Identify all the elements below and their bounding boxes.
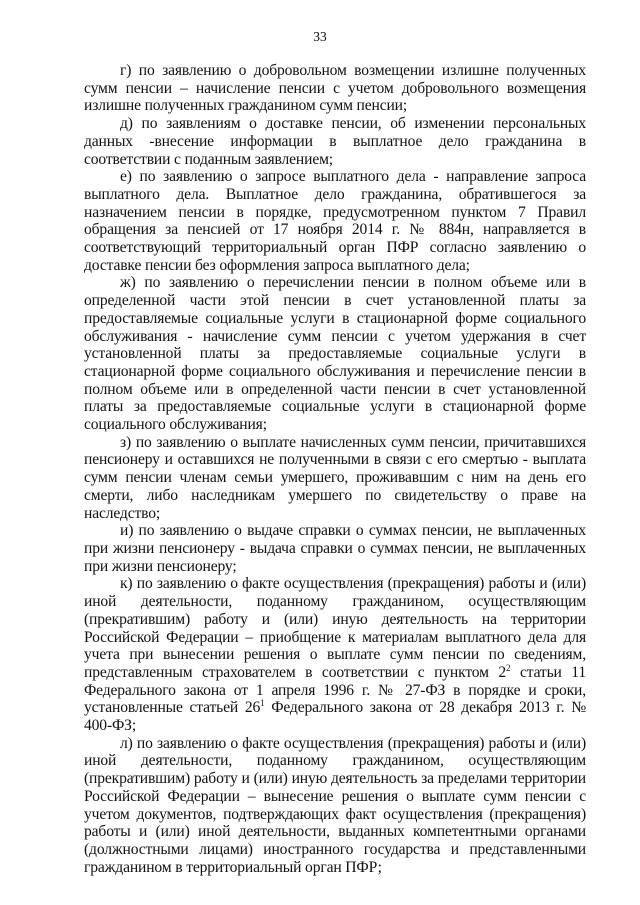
document-body — [84, 62, 586, 876]
paragraph-k-superscript-a: 2 — [506, 662, 511, 673]
paragraph-zh: ж) по заявлению о перечислении пенсии в полном объеме или в определенной части этой пенсии в счет установленной платы за предоставляемые социальные услуги в стационарной форме социального обслуживания - начисление сумм пенсии с учетом удержания в счет установленной платы за предоставляемые социальные услуги в стационарной форме социального обслуживания и перечисление пенсии в полном объеме или в определенной части пенсии в счет установленной платы за предоставляемые социальные услуги в стационарной форме социального обслуживания; — [84, 274, 586, 434]
paragraph-k-part-c: Федерального закона от 28 декабря 2013 г. № 400-ФЗ; — [84, 699, 586, 735]
paragraph-i: и) по заявлению о выдаче справки о суммах пенсии, не выплаченных при жизни пенсионеру - выдача справки о суммах пенсии, не выплаченных при жизни пенсионеру; — [84, 522, 586, 575]
paragraph-g: г) по заявлению о добровольном возмещении излишне полученных сумм пенсии – начисление пенсии с учетом добровольного возмещения излишне полученных гражданином сумм пенсии; — [84, 62, 586, 115]
paragraph-k-part-a: к) по заявлению о факте осуществления (прекращения) работы и (или) иной деятельности, поданному гражданином, осуществляющим (прекратившим) работу и (или) иную деятельность на территории Российской Федерации – приобщение к материалам выплатного дела для учета при вынесении решения о выплате сумм пенсии по сведениям, представленным страхователем в соответствии с пунктом 2 — [84, 575, 586, 681]
paragraph-l: л) по заявлению о факте осуществления (прекращения) работы и (или) иной деятельности, поданному гражданином, осуществляющим (прекратившим) работу и (или) иную деятельность за пределами территории Российской Федерации – вынесение решения о выплате сумм пенсии с учетом документов, подтверждающих факт осуществления (прекращения) работы и (или) иной деятельности, выданных компетентными органами (должностными лицами) иностранного государства и представленными гражданином в территориальный орган ПФР; — [84, 734, 586, 876]
paragraph-k — [84, 575, 586, 734]
paragraph-z: з) по заявлению о выплате начисленных сумм пенсии, причитавшихся пенсионеру и оставшихся не полученными в связи с его смертью - выплата сумм пенсии членам семьи умершего, проживавшим с ним на день его смерти, либо наследникам умершего по свидетельству о праве на наследство; — [84, 433, 586, 522]
page-number: 33 — [313, 29, 327, 44]
paragraph-k-part-b: статьи 11 Федерального закона от 1 апреля 1996 г. № 27-ФЗ в порядке и сроки, установленные статьей 26 — [84, 663, 587, 717]
paragraph-e: е) по заявлению о запросе выплатного дела - направление запроса выплатного дела. Выплатное дело гражданина, обратившегося за назначением пенсии в порядке, предусмотренном пунктом 7 Правил обращения за пенсией от 17 ноября 2014 г. № 884н, направляется в соответствующий территориальный орган ПФР согласно заявлению о доставке пенсии без оформления запроса выплатного дела; — [84, 168, 586, 274]
paragraph-d: д) по заявлениям о доставке пенсии, об изменении персональных данных -внесение информации в выплатное дело гражданина в соответствии с поданным заявлением; — [84, 115, 586, 168]
paragraph-k-superscript-b: 1 — [260, 698, 265, 709]
